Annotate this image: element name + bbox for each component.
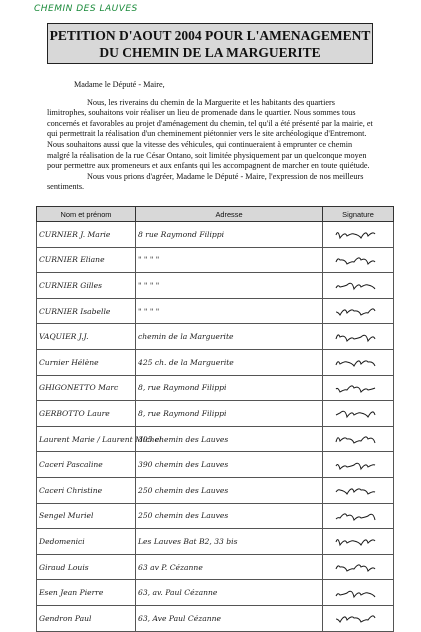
table-row <box>37 452 394 478</box>
signatory-name: Dedomenici <box>37 529 136 555</box>
signatory-address: 250 chemin des Lauves <box>136 503 323 529</box>
signatory-name: Caceri Christine <box>37 477 136 503</box>
signatory-address: 8, rue Raymond Filippi <box>136 375 323 401</box>
table-row <box>37 222 394 248</box>
signatory-address: 305 chemin des Lauves <box>136 426 323 452</box>
handwritten-signature <box>325 353 391 371</box>
signatory-address: 63 av P. Cézanne <box>136 554 323 580</box>
signatory-name: GHIGONETTO Marc <box>37 375 136 401</box>
signatory-address: Les Lauves Bat B2, 33 bis <box>136 529 323 555</box>
table-header-row <box>37 207 394 222</box>
table-row <box>37 324 394 350</box>
table-row <box>37 580 394 606</box>
paragraph-main: Nous, les riverains du chemin de la Marguerite et les habitants des quartiers limitrophes, souhaitons voir réaliser un lieu de promenade dans le quartier. Nous sommes tous concernés et favorables au projet d'aménagement du chemin, tel qu'il a été présenté par la mairie, et qui permettrait la réalisation d'un cheminement piétonnier vers le site archéologique d'Entremont. Nous souhaitons aussi que la vitesse des véhicules, qui continueraient à emprunter ce chemin malgré la réalisation de la rue César Ontano, soit limitée physiquement par un quelconque moyen pour permettre aux promeneurs et aux enfants qui les accompagnent de marcher en toute quiétude. <box>47 97 373 171</box>
handwritten-signature <box>325 276 391 294</box>
table-row <box>37 426 394 452</box>
signature-cell <box>323 426 394 452</box>
signatory-address: 63, Ave Paul Cézanne <box>136 605 323 631</box>
signature-cell <box>323 452 394 478</box>
handwritten-signature <box>325 251 391 269</box>
signatory-name: Curnier Hélène <box>37 349 136 375</box>
petition-body <box>47 80 373 193</box>
table-row <box>37 554 394 580</box>
table-row <box>37 477 394 503</box>
header-address: Adresse <box>136 207 323 222</box>
handwritten-signature <box>325 481 391 499</box>
signatory-name: CURNIER Isabelle <box>37 298 136 324</box>
signatory-address: 390 chemin des Lauves <box>136 452 323 478</box>
signatory-name: Laurent Marie / Laurent Michel <box>37 426 136 452</box>
header-name: Nom et prénom <box>37 207 136 222</box>
signature-cell <box>323 554 394 580</box>
title-line-2: DU CHEMIN DE LA MARGUERITE <box>99 45 321 60</box>
signatory-name: GERBOTTO Laure <box>37 401 136 427</box>
signature-cell <box>323 273 394 299</box>
table-row <box>37 401 394 427</box>
salutation: Madame le Député - Maire, <box>74 80 165 89</box>
signature-cell <box>323 503 394 529</box>
table-row <box>37 605 394 631</box>
signatory-address: 425 ch. de la Marguerite <box>136 349 323 375</box>
signatory-name: VAQUIER J.J. <box>37 324 136 350</box>
signatory-address: chemin de la Marguerite <box>136 324 323 350</box>
handwritten-signature <box>325 609 391 627</box>
handwritten-signature <box>325 404 391 422</box>
signatory-name: Giraud Louis <box>37 554 136 580</box>
signatory-name: CURNIER Gilles <box>37 273 136 299</box>
table-row <box>37 375 394 401</box>
signatory-address: 8, rue Raymond Filippi <box>136 401 323 427</box>
signatory-name: Gendron Paul <box>37 605 136 631</box>
handwritten-signature <box>325 225 391 243</box>
signatory-name: CURNIER J. Marie <box>37 222 136 248</box>
title-line-1: PETITION D'AOUT 2004 POUR L'AMENAGEMENT <box>49 28 371 43</box>
signature-cell <box>323 375 394 401</box>
table-row <box>37 503 394 529</box>
handwritten-signature <box>325 456 391 474</box>
table-row <box>37 529 394 555</box>
signatory-name: Caceri Pascaline <box>37 452 136 478</box>
signature-cell <box>323 247 394 273</box>
signature-cell <box>323 580 394 606</box>
petition-title <box>47 23 373 64</box>
handwritten-signature <box>325 379 391 397</box>
header-signature: Signature <box>323 207 394 222</box>
signatory-address: " " " " <box>136 247 323 273</box>
signatory-address: 63, av. Paul Cézanne <box>136 580 323 606</box>
table-row <box>37 298 394 324</box>
handwritten-signature <box>325 558 391 576</box>
signatory-name: Esen Jean Pierre <box>37 580 136 606</box>
signature-cell <box>323 401 394 427</box>
signatory-address: 250 chemin des Lauves <box>136 477 323 503</box>
handwritten-signature <box>325 328 391 346</box>
signature-table <box>36 206 394 632</box>
signatory-address: " " " " <box>136 298 323 324</box>
paragraph-closing: Nous vous prions d'agréer, Madame le Député - Maire, l'expression de nos meilleurs sentiments. <box>47 171 364 192</box>
handwritten-header-note: CHEMIN DES LAUVES <box>34 4 138 14</box>
signatory-name: CURNIER Eliane <box>37 247 136 273</box>
handwritten-signature <box>325 507 391 525</box>
table-row <box>37 349 394 375</box>
signatory-address: " " " " <box>136 273 323 299</box>
signature-cell <box>323 298 394 324</box>
handwritten-signature <box>325 532 391 550</box>
table-row <box>37 273 394 299</box>
handwritten-signature <box>325 584 391 602</box>
signatory-name: Sengel Muriel <box>37 503 136 529</box>
signature-cell <box>323 477 394 503</box>
handwritten-signature <box>325 430 391 448</box>
signature-cell <box>323 529 394 555</box>
table-row <box>37 247 394 273</box>
signature-cell <box>323 222 394 248</box>
signature-cell <box>323 324 394 350</box>
signatory-address: 8 rue Raymond Filippi <box>136 222 323 248</box>
handwritten-signature <box>325 302 391 320</box>
signature-cell <box>323 349 394 375</box>
signature-cell <box>323 605 394 631</box>
